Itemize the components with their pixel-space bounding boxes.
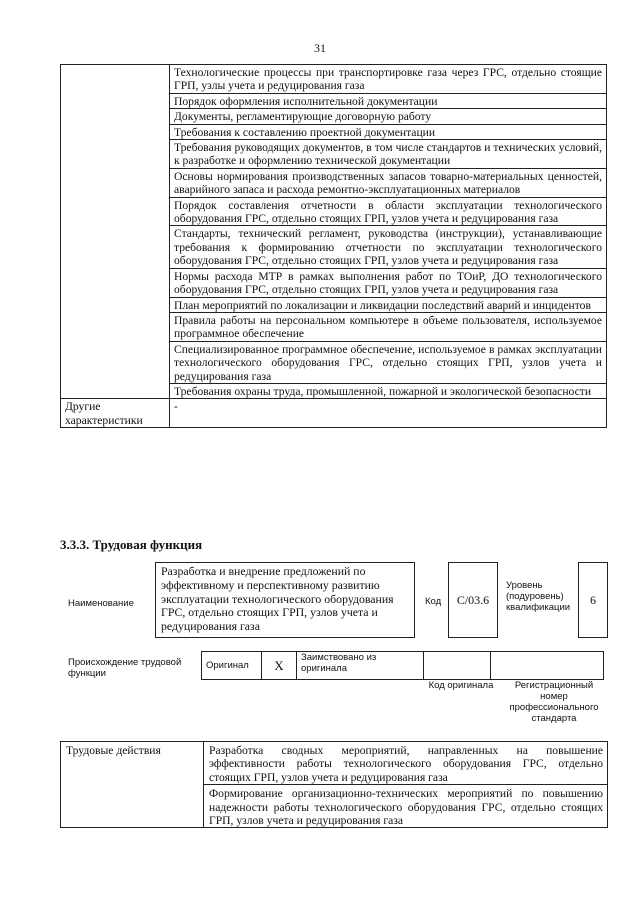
labor-actions-label: Трудовые действия xyxy=(61,742,204,828)
code-label: Код xyxy=(425,596,442,607)
knowledge-item: Порядок оформления исполнительной документации xyxy=(170,93,607,108)
other-characteristics-value: - xyxy=(170,399,607,428)
qualification-level: 6 xyxy=(578,562,608,638)
table-row xyxy=(202,652,604,680)
knowledge-item: Требования к составлению проектной документации xyxy=(170,124,607,139)
code-original-cell xyxy=(424,652,491,680)
knowledge-item: Требования руководящих документов, в том числе стандартов и технических условий, к разработке и оформлению технической документации xyxy=(170,140,607,169)
knowledge-item: Стандарты, технический регламент, руководства (инструкции), устанавливающие требования к формированию отчетности по эксплуатации технологического оборудования ГРС, отдельно стоящих ГРП, узлов учета и редуцирования газа xyxy=(170,226,607,268)
knowledge-label-cell xyxy=(61,65,170,399)
origin-table xyxy=(201,651,604,680)
labor-actions-table xyxy=(60,741,608,828)
knowledge-item: Требования охраны труда, промышленной, пожарной и экологической безопасности xyxy=(170,383,607,398)
table-row xyxy=(61,65,607,94)
knowledge-item: Специализированное программное обеспечение, используемое в рамках эксплуатации технологического оборудования ГРС, отдельно стоящих ГРП, узлов учета и редуцирования газа xyxy=(170,341,607,383)
labor-action-item: Формирование организационно-технических мероприятий по повышению надежности работы технологического оборудования ГРС, отдельно стоящих ГРП, узлов учета и редуцирования газа xyxy=(204,785,608,828)
table-row xyxy=(61,399,607,428)
knowledge-table xyxy=(60,64,607,428)
reg-number-cell xyxy=(491,652,604,680)
code-original-caption: Код оригинала xyxy=(428,680,494,691)
knowledge-item: Технологические процессы при транспортировке газа через ГРС, отдельно стоящие ГРП, узлы учета и редуцирования газа xyxy=(170,65,607,94)
original-label: Оригинал xyxy=(202,652,262,680)
knowledge-item: Основы нормирования производственных запасов товарно-материальных ценностей, аварийного запаса и расхода ремонтно-эксплуатационных материалов xyxy=(170,168,607,197)
page-number: 31 xyxy=(314,41,326,55)
level-label: Уровень (подуровень) квалификации xyxy=(506,580,571,613)
borrowed-label: Заимствовано из оригинала xyxy=(297,652,424,680)
knowledge-item: Правила работы на персональном компьютере в объеме пользователя, используемое программное обеспечение xyxy=(170,312,607,341)
knowledge-item: Документы, регламентирующие договорную работу xyxy=(170,109,607,124)
function-code: C/03.6 xyxy=(448,562,498,638)
function-name: Разработка и внедрение предложений по эффективному и перспективному развитию эксплуатации технологического оборудования ГРС, отдельно стоящих ГРП, узлов учета и редуцирования газа xyxy=(155,562,415,638)
table-row xyxy=(61,742,608,785)
origin-label: Происхождение трудовой функции xyxy=(68,657,182,679)
name-label: Наименование xyxy=(68,598,134,609)
labor-action-item: Разработка сводных мероприятий, направленных на повышение эффективности работы технологического оборудования ГРС, отдельно стоящих ГРП, узлов учета и редуцирования газа xyxy=(204,742,608,785)
knowledge-item: План мероприятий по локализации и ликвидации последствий аварий и инцидентов xyxy=(170,297,607,312)
other-characteristics-label: Другие характеристики xyxy=(61,399,170,428)
knowledge-item: Нормы расхода МТР в рамках выполнения работ по ТОиР, ДО технологического оборудования ГРС, отдельно стоящих ГРП, узлов учета и редуцирования газа xyxy=(170,268,607,297)
knowledge-item: Порядок составления отчетности в области эксплуатации технологического оборудования ГРС, отдельно стоящих ГРП, узлов учета и редуцирования газа xyxy=(170,197,607,226)
original-mark: X xyxy=(262,652,297,680)
reg-number-caption: Регистрационный номер профессионального стандарта xyxy=(509,680,599,724)
section-title: 3.3.3. Трудовая функция xyxy=(60,537,203,552)
